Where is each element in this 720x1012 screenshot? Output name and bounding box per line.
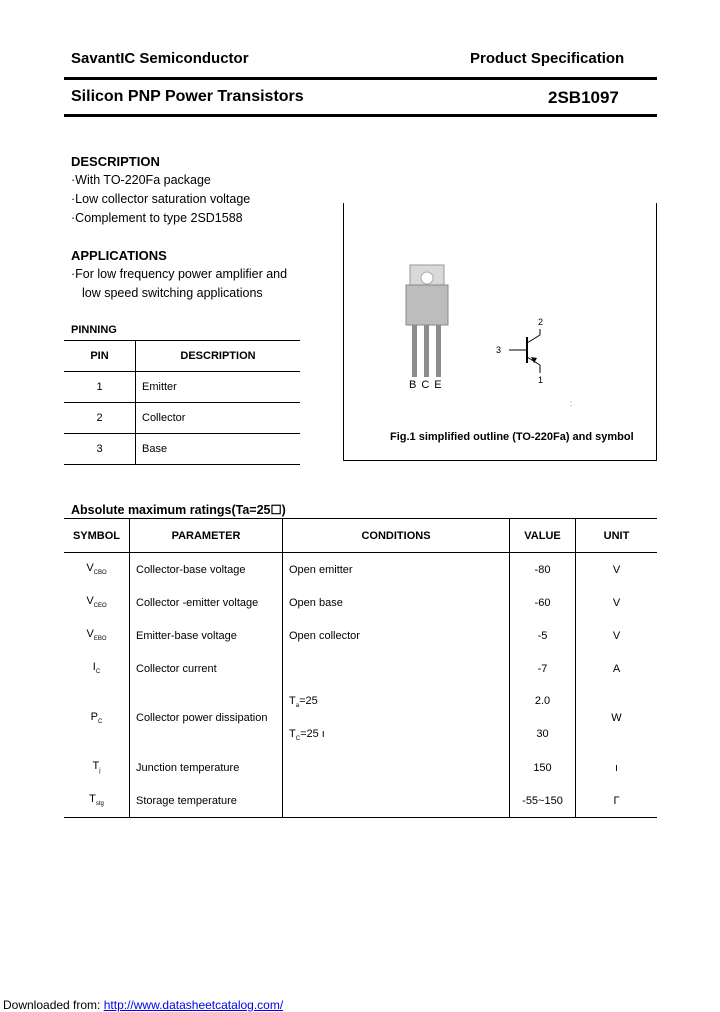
value-cell: -5: [510, 619, 576, 652]
table-row: [64, 586, 657, 619]
header-rule-bottom: [64, 114, 657, 117]
value-cell: -80: [510, 553, 576, 587]
pin-description: Base: [136, 434, 301, 465]
symbol-subscript: C: [98, 719, 103, 726]
pin-description: Collector: [136, 403, 301, 434]
unit-cell: V: [612, 596, 621, 609]
symbol-subscript: CEO: [93, 603, 107, 610]
company-name: SavantIC Semiconductor: [71, 50, 249, 67]
applications-item-cont: low speed switching applications: [82, 286, 263, 300]
parameter-cell: Collector-base voltage: [130, 553, 283, 587]
table-row: [64, 553, 657, 587]
lead-labels: [409, 379, 447, 391]
symbol-cell: [64, 553, 130, 587]
value-cell: [510, 685, 576, 751]
pin-number: 1: [64, 372, 136, 403]
symbol-cell: [64, 751, 130, 784]
symbol-subscript: CBO: [93, 570, 107, 577]
symbol-cell: [64, 685, 130, 751]
table-row: [64, 403, 300, 434]
applications-title: APPLICATIONS: [71, 248, 167, 263]
package-body: [406, 285, 448, 325]
symbol-text: I: [92, 661, 96, 674]
conditions-cell: Open collector: [283, 619, 510, 652]
cond-subscript: C: [295, 736, 301, 743]
symbol-text: V: [86, 628, 94, 641]
value-cell: -7: [510, 652, 576, 685]
lead-label-e: E: [434, 379, 447, 391]
value-line: 30: [536, 728, 549, 740]
parameter-cell: Junction temperature: [130, 751, 283, 784]
symbol-subscript: EBO: [93, 636, 107, 643]
value-header: VALUE: [510, 519, 576, 553]
figure-caption: Fig.1 simplified outline (TO-220Fa) and symbol: [390, 431, 634, 443]
cond-value: =25 ı: [300, 728, 325, 740]
lead-base: [412, 325, 417, 377]
symbol-text: T: [89, 793, 96, 806]
cond-value: =25: [299, 695, 318, 707]
pinning-title: PINNING: [71, 324, 117, 336]
ratings-table: [64, 518, 657, 818]
symbol-text: P: [90, 710, 98, 723]
description-item: ·With TO-220Fa package: [71, 173, 211, 187]
pin-col-header: PIN: [64, 341, 136, 372]
footer: [3, 998, 283, 1012]
footer-link[interactable]: http://www.datasheetcatalog.com/: [103, 998, 284, 1012]
cond-subscript: a: [295, 703, 300, 710]
table-row: [64, 685, 657, 751]
stray-mark: :: [570, 399, 573, 408]
lead-label-b: B: [409, 379, 422, 391]
parameter-cell: Collector power dissipation: [130, 685, 283, 751]
unit-cell: W: [611, 712, 622, 724]
pin-description: Emitter: [136, 372, 301, 403]
unit-cell: V: [612, 563, 621, 576]
symbol-subscript: C: [95, 669, 101, 676]
conditions-cell: [283, 685, 510, 751]
product-line: Silicon PNP Power Transistors: [71, 88, 304, 105]
lead-emitter: [436, 325, 441, 377]
symbol-subscript: j: [99, 768, 101, 775]
symbol-text: V: [86, 595, 94, 608]
parameter-header: PARAMETER: [130, 519, 283, 553]
cond-symbol: T: [289, 695, 296, 707]
parameter-cell: Collector current: [130, 652, 283, 685]
unit-cell: ı: [614, 761, 619, 774]
symbol-text: T: [92, 760, 100, 773]
value-cell: -60: [510, 586, 576, 619]
parameter-cell: Emitter-base voltage: [130, 619, 283, 652]
symbol-pin-3: 3: [496, 345, 502, 355]
symbol-pin-1: 1: [538, 375, 544, 385]
symbol-collector-line: [527, 335, 540, 343]
value-cell: -55~150: [510, 784, 576, 818]
unit-cell: V: [612, 629, 621, 642]
symbol-pin-2: 2: [538, 317, 544, 327]
description-item: ·Low collector saturation voltage: [71, 192, 251, 206]
cond-symbol: T: [289, 728, 296, 740]
footer-label: Downloaded from:: [3, 998, 101, 1012]
symbol-subscript: stg: [95, 801, 104, 808]
value-line: 2.0: [534, 695, 551, 707]
description-title: DESCRIPTION: [71, 154, 160, 169]
conditions-cell: [283, 784, 510, 818]
table-row: [64, 751, 657, 784]
table-row: [64, 652, 657, 685]
table-row: [64, 619, 657, 652]
table-row: [64, 434, 300, 465]
unit-header: UNIT: [576, 519, 658, 553]
symbol-cell: [64, 586, 130, 619]
conditions-cell: Open emitter: [283, 553, 510, 587]
conditions-cell: [283, 652, 510, 685]
symbol-text: V: [86, 562, 94, 575]
symbol-cell: [64, 784, 130, 818]
package-outline-drawing: [344, 203, 656, 460]
applications-item: ·For low frequency power amplifier and: [71, 267, 288, 281]
part-number: 2SB1097: [548, 88, 619, 107]
lead-label-c: C: [421, 379, 435, 391]
pin-number: 3: [64, 434, 136, 465]
condition-line: [289, 685, 503, 718]
table-row: [64, 784, 657, 818]
conditions-cell: Open base: [283, 586, 510, 619]
condition-line: [289, 718, 503, 751]
conditions-cell: [283, 751, 510, 784]
symbol-header: SYMBOL: [64, 519, 130, 553]
pin-desc-col-header: DESCRIPTION: [136, 341, 301, 372]
parameter-cell: Collector -emitter voltage: [130, 586, 283, 619]
ratings-title: Absolute maximum ratings(Ta=25☐): [71, 503, 286, 517]
symbol-cell: [64, 619, 130, 652]
unit-cell: Γ: [613, 794, 620, 807]
unit-cell: A: [612, 662, 621, 675]
figure-box: [343, 203, 657, 461]
mounting-hole: [421, 272, 433, 284]
conditions-header: CONDITIONS: [283, 519, 510, 553]
symbol-cell: [64, 652, 130, 685]
pinning-table: [64, 341, 300, 465]
description-item: ·Complement to type 2SD1588: [71, 211, 243, 225]
value-cell: 150: [510, 751, 576, 784]
table-row: [64, 372, 300, 403]
header-rule-top: [64, 77, 657, 80]
lead-collector: [424, 325, 429, 377]
parameter-cell: Storage temperature: [130, 784, 283, 818]
pin-number: 2: [64, 403, 136, 434]
spec-label: Product Specification: [470, 50, 625, 67]
